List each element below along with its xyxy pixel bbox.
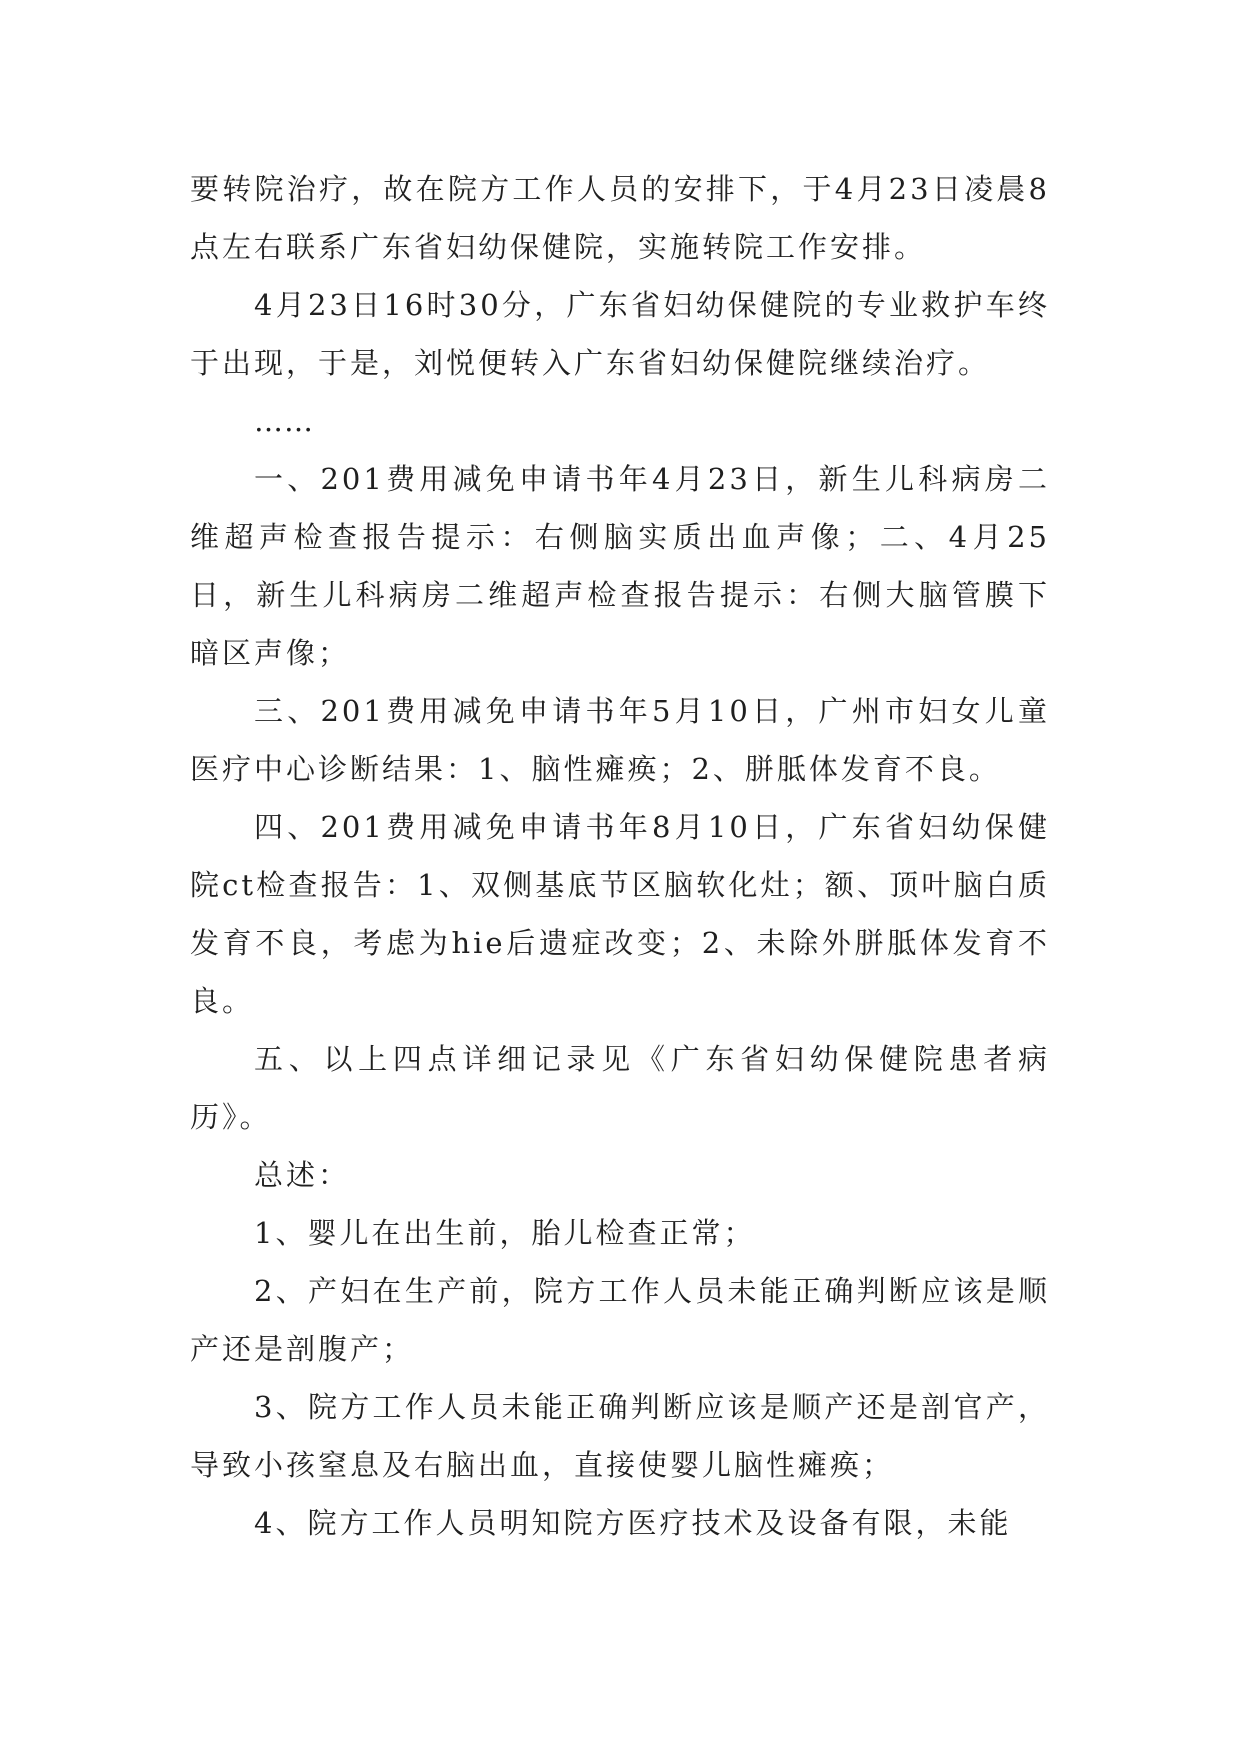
paragraph-item-five: 五、以上四点详细记录见《广东省妇幼保健院患者病历》。 [190,1042,1050,1134]
paragraph-transfer-arrangement: 要转院治疗，故在院方工作人员的安排下，于4月23日凌晨8点左右联系广东省妇幼保健院，实施转院工作安排。 [190,172,1050,264]
paragraph-summary-point-1: 1、婴儿在出生前，胎儿检查正常； [254,1216,756,1250]
paragraph-summary-heading: 总述： [254,1158,351,1192]
paragraph-ellipsis: …… [254,404,314,438]
paragraph-summary-point-4: 4、院方工作人员明知院方医疗技术及设备有限，未能 [254,1506,1012,1540]
paragraph-summary-point-3: 3、院方工作人员未能正确判断应该是顺产还是剖官产，导致小孩窒息及右脑出血，直接使婴儿脑性瘫痪； [190,1390,1050,1482]
paragraph-item-four: 四、201费用减免申请书年8月10日，广东省妇幼保健院ct检查报告：1、双侧基底节区脑软化灶；额、顶叶脑白质发育不良，考虑为hie后遗症改变；2、未除外胼胝体发育不良。 [190,810,1050,1018]
paragraph-item-one-two: 一、201费用减免申请书年4月23日，新生儿科病房二维超声检查报告提示：右侧脑实质出血声像；二、4月25日，新生儿科病房二维超声检查报告提示：右侧大脑管膜下暗区声像； [190,462,1050,670]
paragraph-item-three: 三、201费用减免申请书年5月10日，广州市妇女儿童医疗中心诊断结果：1、脑性瘫痪；2、胼胝体发育不良。 [190,694,1050,786]
paragraph-ambulance-arrival: 4月23日16时30分，广东省妇幼保健院的专业救护车终于出现，于是，刘悦便转入广东省妇幼保健院继续治疗。 [190,288,1050,380]
paragraph-summary-point-2: 2、产妇在生产前，院方工作人员未能正确判断应该是顺产还是剖腹产； [190,1274,1050,1366]
document-body [190,160,1050,1552]
